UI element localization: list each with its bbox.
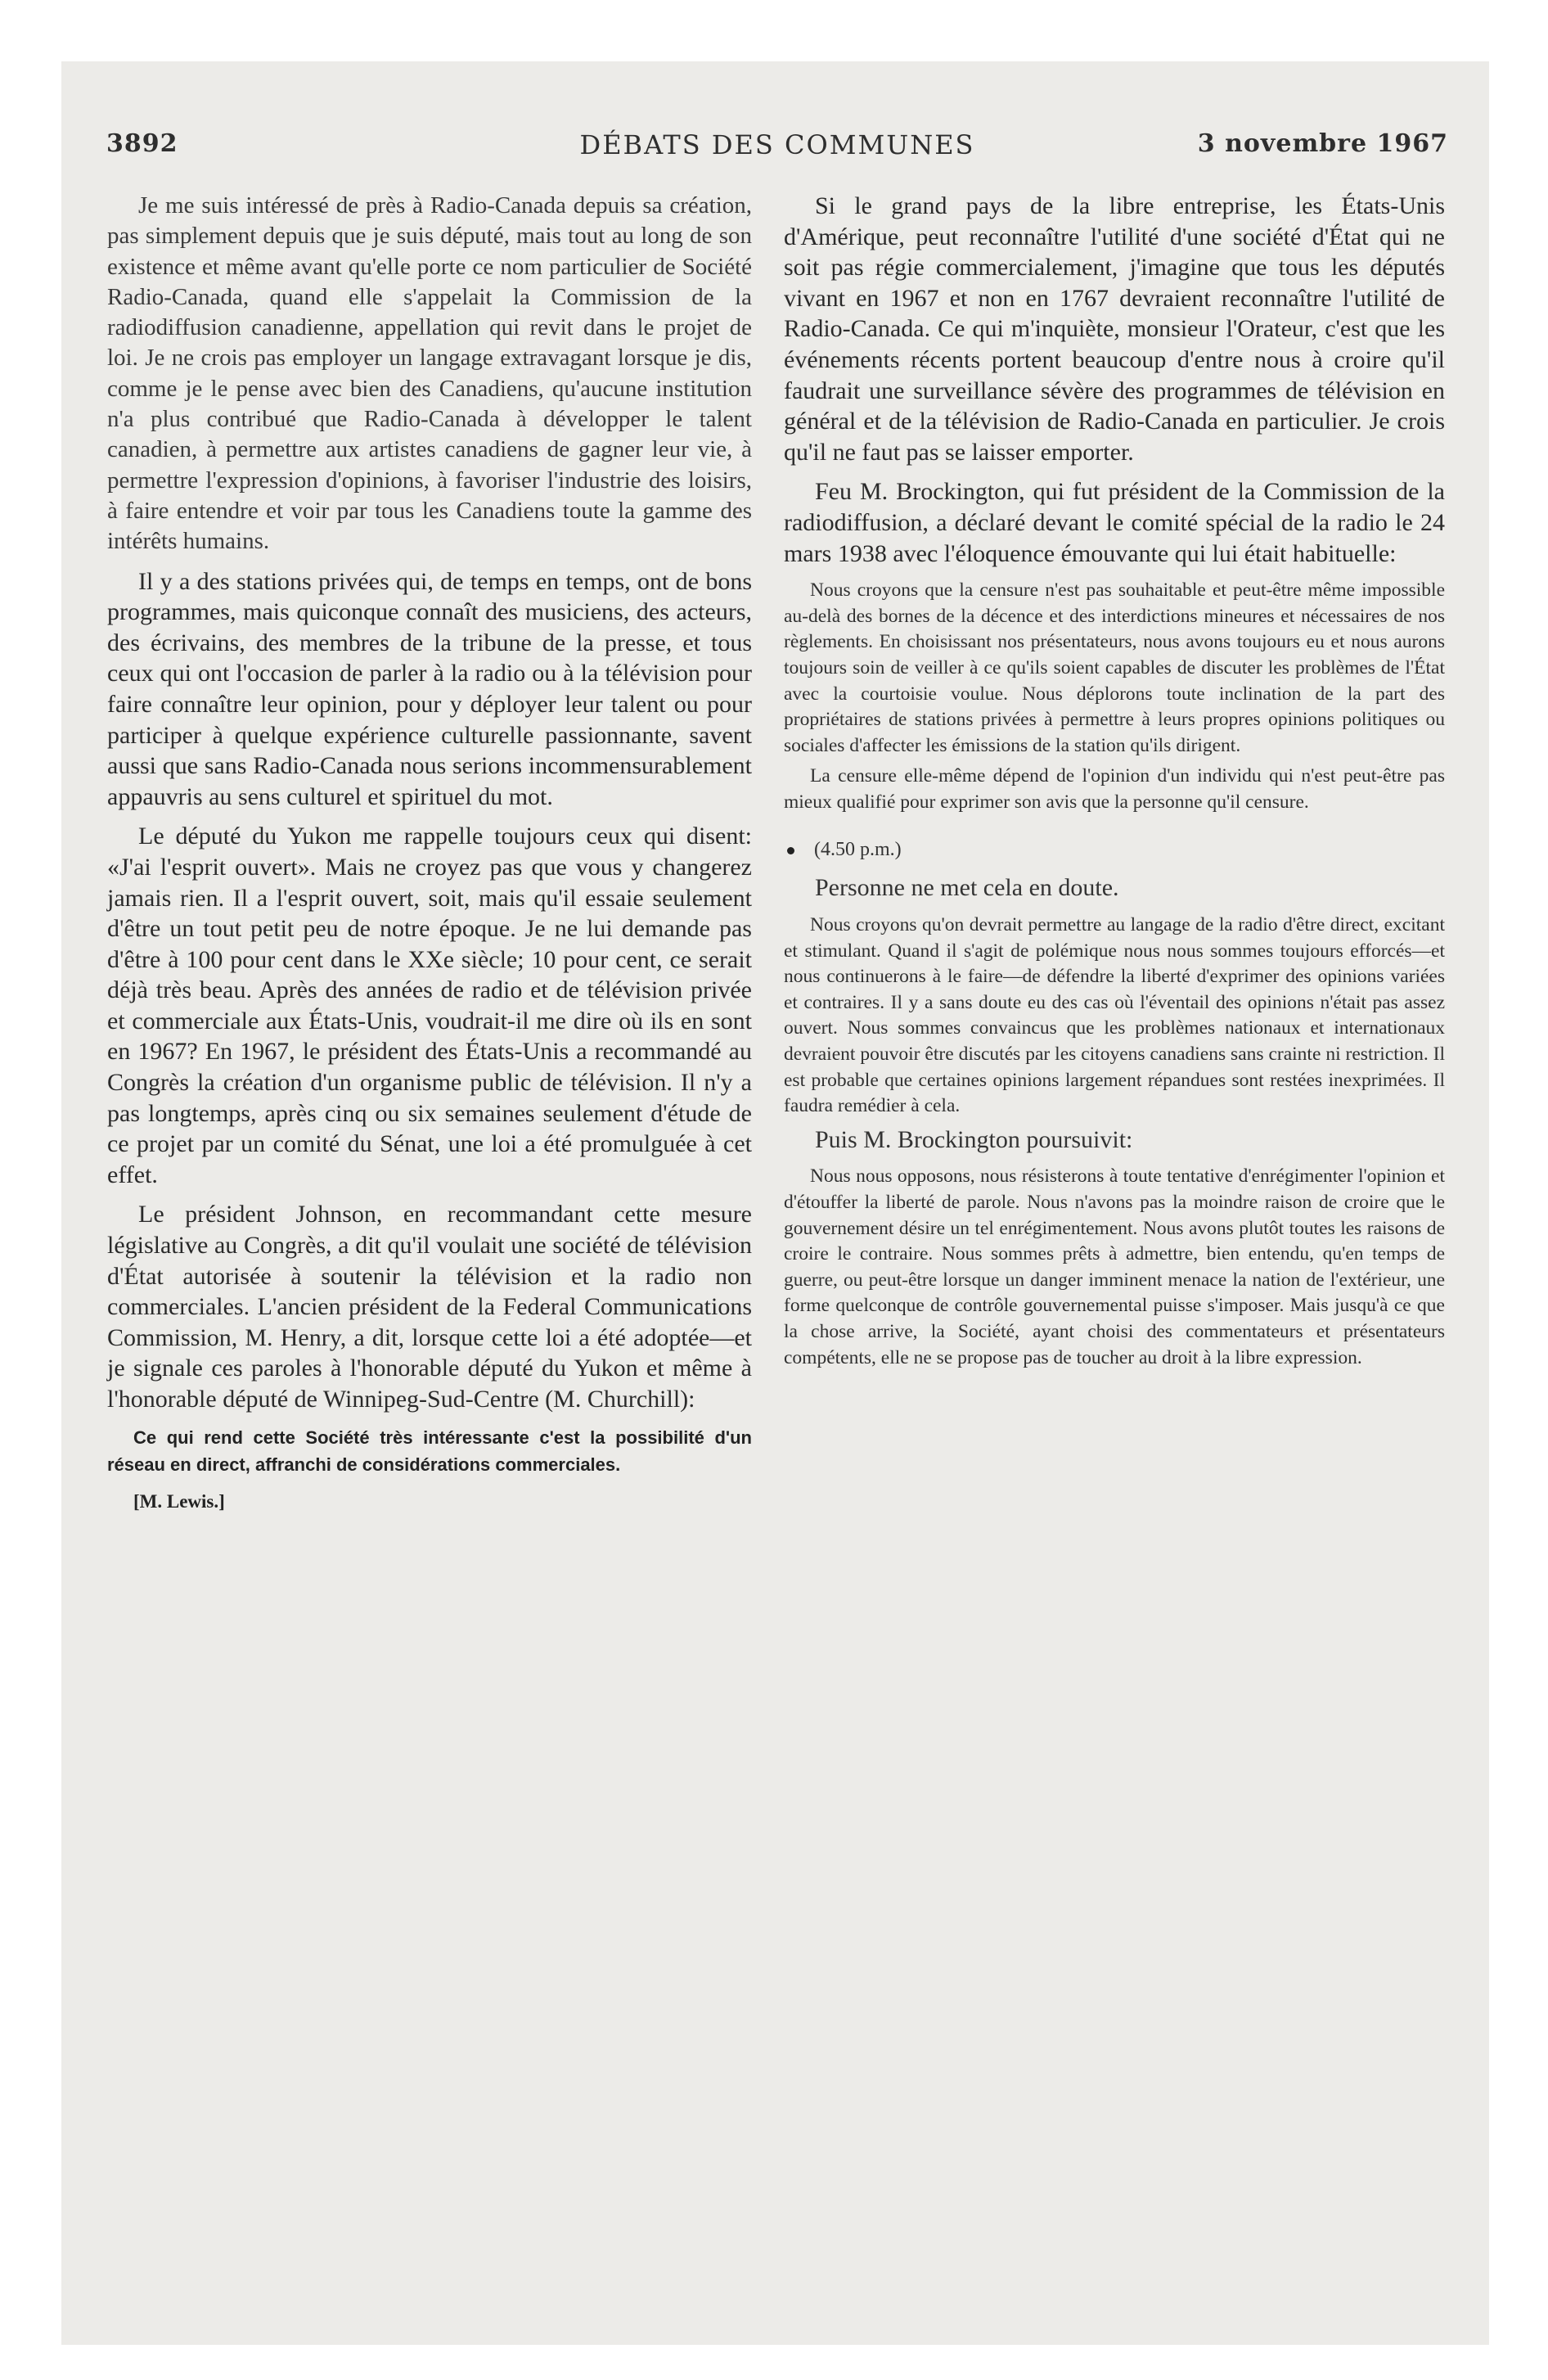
paragraph: Feu M. Brockington, qui fut président de la Commission de la radiodiffusion, a déclaré devant le comité spécial de la radio le 24 mars 1938 avec l'éloquence émouvante qui lui était habituelle: (784, 478, 1445, 567)
block-quote: Nous croyons qu'on devrait permettre au langage de la radio d'être direct, excitant et stimulant. Quand il s'agit de polémique nous nous sommes toujours efforcés—et nous continuerons à le faire—de défendre la liberté d'exprimer des opinions variées et contraires. Il y a sans doute eu des cas où l'éventail des opinions n'était pas assez ouvert. Nous sommes convaincus que les problèmes nationaux et internationaux devraient pouvoir être discutés par les citoyens canadiens sans crainte ni restriction. Il est probable que certaines opinions largement répandues sont restées inexprimées. Il faudra remédier à cela. (784, 914, 1445, 1117)
paragraph: Je me suis intéressé de près à Radio-Canada depuis sa création, pas simplement depuis que je suis député, mais tout au long de son existence et même avant qu'elle porte ce nom particulier de Société Radio-Canada, quand elle s'appelait la Commission de la radiodiffusion canadienne, appellation qui revit dans le projet de loi. Je ne crois pas employer un langage extravagant lorsque je dis, comme je le pense avec bien des Canadiens, qu'aucune institution n'a plus contribué que Radio-Canada à développer le talent canadien, à permettre aux artistes canadiens de gagner leur vie, à permettre l'expression d'opinions, à favoriser l'industrie des loisirs, à faire entendre et voir par tous les Canadiens toute la gamme des intérêts humains. (107, 192, 752, 555)
paragraph: Il y a des stations privées qui, de temps en temps, ont de bons programmes, mais quiconque connaît des musiciens, des acteurs, des écrivains, des membres de la tribune de la presse, et tous ceux qui ont l'occasion de parler à la radio ou à la télévision pour faire connaître leur opinion, pour y déployer leur talent ou pour participer à quelque expérience culturelle passionnante, savent aussi que sans Radio-Canada nous serions incommensurablement appauvris au sens culturel et spirituel du mot. (107, 567, 752, 810)
page-header (106, 129, 1448, 170)
publication-date: 3 novembre 1967 (1197, 129, 1448, 158)
block-quote: Nous croyons que la censure n'est pas souhaitable et peut-être même impossible au-delà des bornes de la décence et des interdictions mineures et nécessaires de nos règlements. En choisissant nos présentateurs, nous avons toujours eu et nous aurons toujours soin de veiller à ce qu'ils soient capables de discuter les problèmes de l'État avec la courtoisie voulue. Nous déplorons toute inclination de la part des propriétaires de stations privées à permettre à leurs propres opinions politiques ou sociales d'affecter les émissions de la station qu'ils dirigent. (784, 579, 1445, 756)
bullet-icon (787, 847, 794, 854)
block-quote: Nous nous opposons, nous résisterons à toute tentative d'enrégimenter l'opinion et d'étouffer la liberté de parole. Nous n'avons pas la moindre raison de croire que le gouvernement désire un tel enrégimentement. Nous avons plutôt toutes les raisons de croire le contraire. Nous sommes prêts à admettre, bien entendu, qu'en temps de guerre, ou peut-être lorsque un danger imminent menace la nation de l'extérieur, une forme quelconque de contrôle gouvernemental puisse s'imposer. Mais jusqu'à ce que la chose arrive, la Société, ayant choisi des commentateurs et présentateurs compétents, elle ne se propose pas de toucher au droit à la libre expression. (784, 1165, 1445, 1368)
paragraph: Personne ne met cela en doute. (815, 874, 1119, 902)
paragraph: Puis M. Brockington poursuivit: (815, 1125, 1133, 1153)
paragraph: Le député du Yukon me rappelle toujours ceux qui disent: «J'ai l'esprit ouvert». Mais ne croyez pas que vous y changerez jamais rien. Il a l'esprit ouvert, soit, mais qu'il essaie seulement d'être un tout petit peu de notre époque. Je ne lui demande pas d'être à 100 pour cent dans le XXe siècle; 10 pour cent, ce serait déjà très beau. Après des années de radio et de télévision privée et commerciale aux États-Unis, voudrait-il me dire où ils en sont en 1967? En 1967, le président des États-Unis a recommandé au Congrès la création d'un organisme public de télévision. Il n'y a pas longtemps, après cinq ou six semaines seulement d'étude de ce projet par un comité du Sénat, une loi a été promulguée à cet effet. (107, 823, 752, 1188)
time-stamp-text: (4.50 p.m.) (814, 839, 902, 861)
page-number: 3892 (106, 129, 178, 158)
document-page (61, 61, 1489, 2345)
block-quote: La censure elle-même dépend de l'opinion d'un individu qui n'est peut-être pas mieux qualifié pour exprimer son avis que la personne qu'il censure. (784, 765, 1445, 813)
speaker-attribution: [M. Lewis.] (133, 1490, 225, 1512)
publication-title: DÉBATS DES COMMUNES (579, 129, 975, 160)
paragraph: Le président Johnson, en recommandant cette mesure législative au Congrès, a dit qu'il voulait une société de télévision d'État autorisée à soutenir la télévision et la radio non commerciales. L'ancien président de la Federal Communications Commission, M. Henry, a dit, lorsque cette loi a été adoptée—et je signale ces paroles à l'honorable député du Yukon et même à l'honorable député de Winnipeg-Sud-Centre (M. Churchill): (107, 1201, 752, 1413)
block-quote: Ce qui rend cette Société très intéressante c'est la possibilité d'un réseau en direct, affranchi de considérations commerciales. (107, 1427, 752, 1475)
left-column (107, 191, 752, 1514)
paragraph: Si le grand pays de la libre entreprise, les États-Unis d'Amérique, peut reconnaître l'utilité d'une société d'État qui ne soit pas régie commercialement, j'imagine que tous les députés vivant en 1967 et non en 1767 devraient reconnaître l'utilité de Radio-Canada. Ce qui m'inquiète, monsieur l'Orateur, c'est que les événements récents portent beaucoup d'entre nous à croire qu'il faudrait une surveillance sévère des programmes de télévision en général et de la télévision de Radio-Canada en particulier. Je crois qu'il ne faut pas se laisser emporter. (784, 192, 1445, 466)
time-stamp (784, 835, 1445, 864)
right-column (784, 191, 1445, 1376)
